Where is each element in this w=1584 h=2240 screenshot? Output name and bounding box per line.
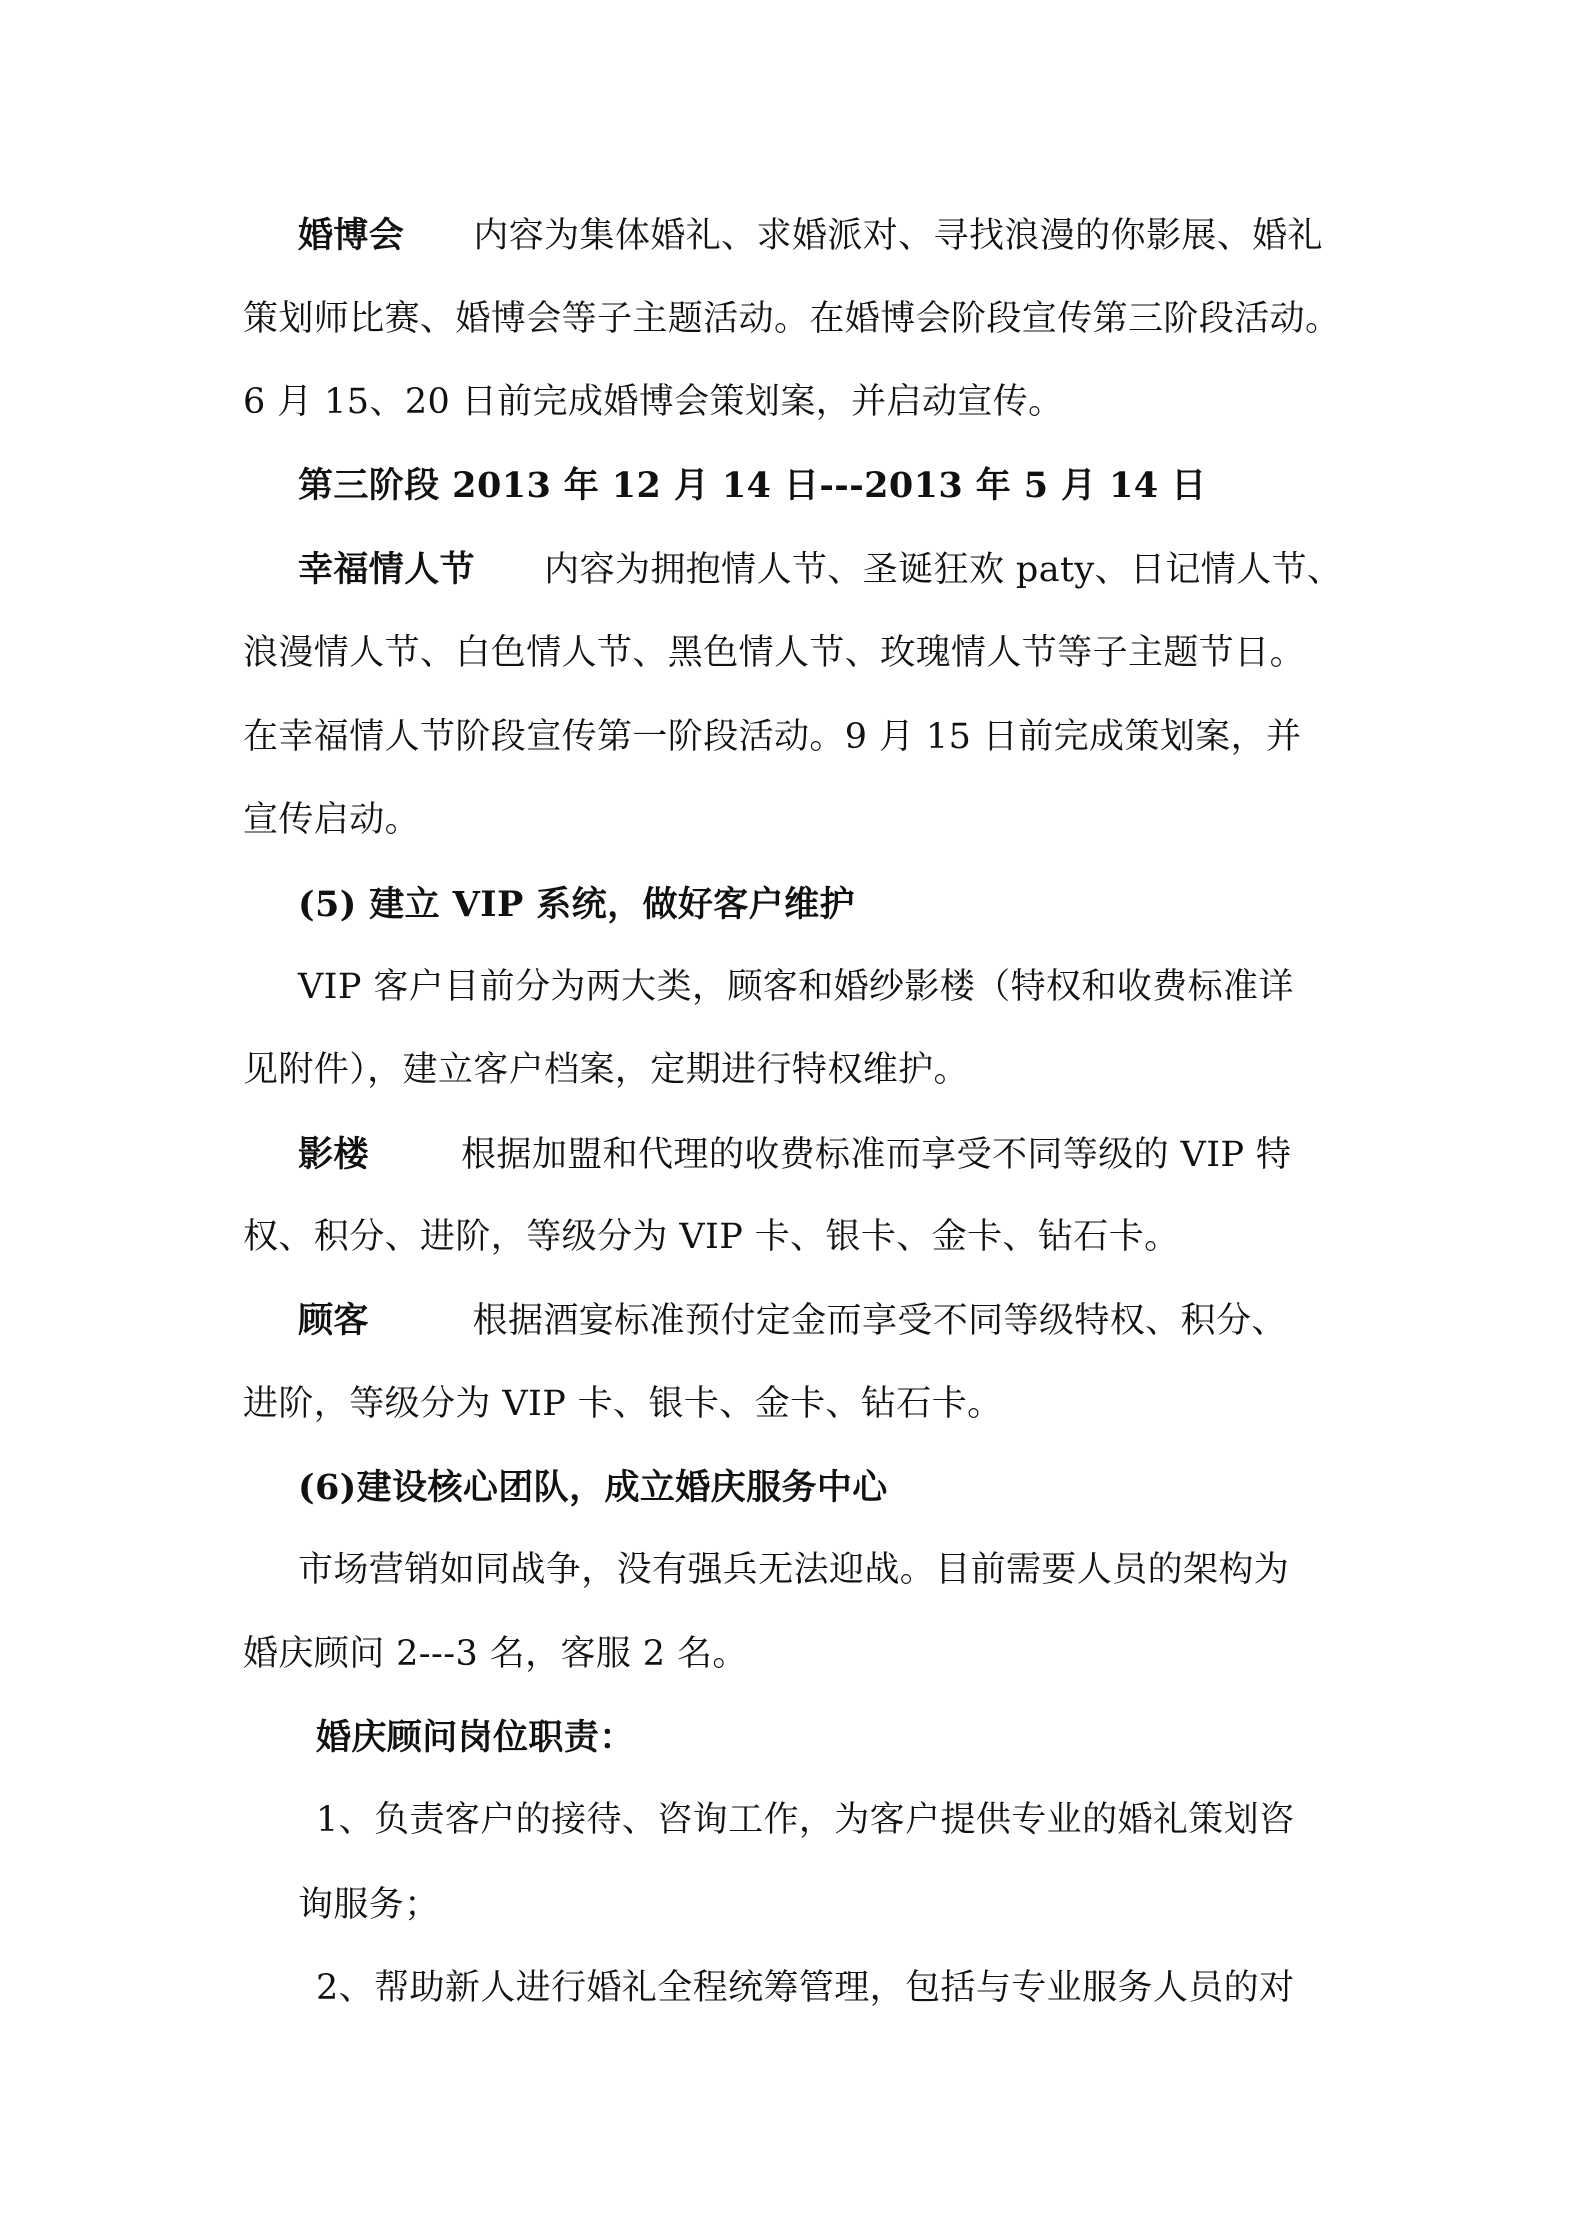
paragraph-lead: 顾客 (298, 1300, 369, 1341)
line-text: 根据加盟和代理的收费标准而享受不同等级的 VIP 特 (368, 1135, 1292, 1175)
text-line (298, 884, 855, 925)
text-line: 询服务； (298, 1885, 440, 1925)
text-line (298, 1134, 1292, 1175)
paragraph-lead: 婚庆顾问岗位职责： (316, 1717, 635, 1758)
paragraph-lead: 第三阶段 2013 年 12 月 14 日---2013 年 5 月 14 日 (298, 465, 1207, 506)
paragraph-lead: 婚博会 (298, 215, 405, 256)
text-line (316, 1717, 635, 1758)
text-line: 权、积分、进阶，等级分为 VIP 卡、银卡、金卡、钻石卡。 (243, 1217, 1180, 1257)
text-line: 6 月 15、20 日前完成婚博会策划案，并启动宣传。 (243, 382, 1064, 422)
text-line: 策划师比赛、婚博会等子主题活动。在婚博会阶段宣传第三阶段活动。 (243, 299, 1341, 339)
text-line: 宣传启动。 (243, 800, 421, 840)
text-line (298, 465, 1207, 506)
text-line (298, 215, 1323, 256)
text-line (298, 549, 1343, 590)
text-line: 浪漫情人节、白色情人节、黑色情人节、玫瑰情人节等子主题节日。 (243, 633, 1306, 673)
text-line: 在幸福情人节阶段宣传第一阶段活动。9 月 15 日前完成策划案，并 (243, 717, 1302, 757)
text-line (298, 1300, 1287, 1341)
text-line: 市场营销如同战争，没有强兵无法迎战。目前需要人员的架构为 (298, 1550, 1290, 1590)
text-line: VIP 客户目前分为两大类，顾客和婚纱影楼（特权和收费标准详 (298, 967, 1294, 1007)
paragraph-lead: 影楼 (298, 1134, 369, 1175)
text-line: 见附件），建立客户档案，定期进行特权维护。 (243, 1050, 969, 1090)
paragraph-lead: (5) 建立 VIP 系统，做好客户维护 (298, 884, 855, 925)
text-line: 进阶，等级分为 VIP 卡、银卡、金卡、钻石卡。 (243, 1384, 1003, 1424)
text-line: 2、帮助新人进行婚礼全程统筹管理，包括与专业服务人员的对 (316, 1968, 1295, 2008)
paragraph-lead: 幸福情人节 (298, 549, 476, 590)
line-text: 根据酒宴标准预付定金而享受不同等级特权、积分、 (368, 1301, 1287, 1341)
text-line: 1、负责客户的接待、咨询工作，为客户提供专业的婚礼策划咨 (316, 1800, 1295, 1840)
paragraph-lead: (6)建设核心团队，成立婚庆服务中心 (298, 1467, 888, 1508)
text-line (298, 1467, 888, 1508)
line-text: 内容为集体婚礼、求婚派对、寻找浪漫的你影展、婚礼 (404, 216, 1323, 256)
text-line: 婚庆顾问 2---3 名，客服 2 名。 (243, 1634, 748, 1674)
line-text: 内容为拥抱情人节、圣诞狂欢 paty、日记情人节、 (475, 550, 1343, 590)
